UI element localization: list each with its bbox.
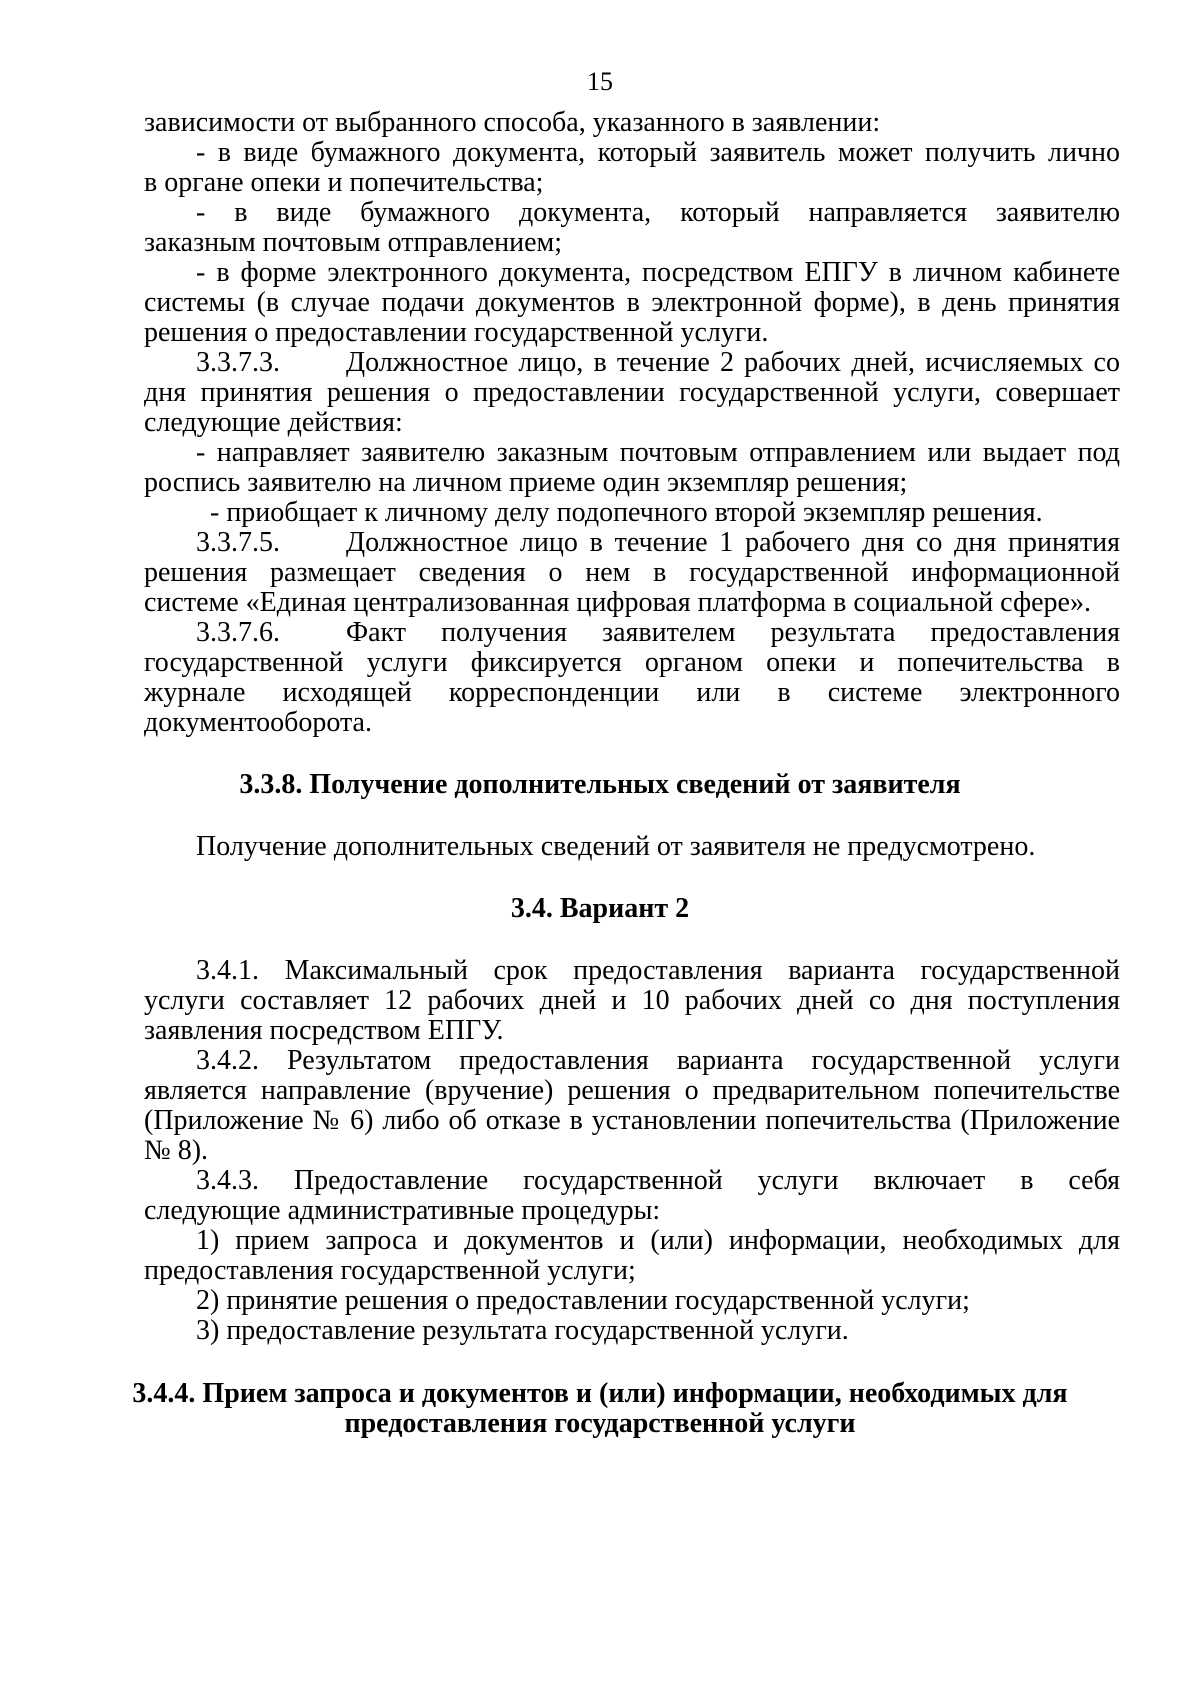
- section-heading: предоставления государственной услуги: [344, 1408, 856, 1439]
- text-line: системе «Единая централизованная цифровая платформа в социальной сфере».: [144, 587, 1091, 618]
- text-line: в органе опеки и попечительства;: [144, 167, 544, 198]
- text-line: следующие административные процедуры:: [144, 1195, 661, 1226]
- paragraph: Получение дополнительных сведений от заявителя не предусмотрено.: [196, 831, 1036, 862]
- text-line: журнале исходящей корреспонденции или в системе электронного: [144, 677, 1120, 708]
- paragraph-number: 3.3.7.5.: [196, 527, 280, 558]
- list-item: 3) предоставление результата государственной услуги.: [196, 1315, 849, 1346]
- text-line: является направление (вручение) решения о предварительном попечительстве: [144, 1075, 1120, 1106]
- text-line: роспись заявителю на личном приеме один экземпляр решения;: [144, 467, 908, 498]
- paragraph-text: Факт получения заявителем результата предоставления: [346, 617, 1120, 648]
- text-line: документооборота.: [144, 707, 372, 738]
- text-line: дня принятия решения о предоставлении государственной услуги, совершает: [144, 377, 1120, 408]
- numbered-paragraph: [196, 617, 1120, 649]
- numbered-paragraph: [196, 347, 1120, 379]
- list-item: - в форме электронного документа, посредством ЕПГУ в личном кабинете: [196, 257, 1120, 288]
- list-item: - направляет заявителю заказным почтовым отправлением или выдает под: [196, 437, 1120, 468]
- text-line: зависимости от выбранного способа, указанного в заявлении:: [144, 107, 881, 138]
- text-line: решения о предоставлении государственной услуги.: [144, 317, 769, 348]
- list-item: 1) прием запроса и документов и (или) информации, необходимых для: [196, 1225, 1120, 1256]
- list-item: - приобщает к личному делу подопечного второй экземпляр решения.: [210, 497, 1043, 528]
- text-line: (Приложение № 6) либо об отказе в установлении попечительства (Приложение: [144, 1105, 1120, 1136]
- text-line: № 8).: [144, 1135, 209, 1166]
- text-line: заявления посредством ЕПГУ.: [144, 1015, 504, 1046]
- section-heading: 3.4. Вариант 2: [510, 893, 690, 924]
- paragraph-text: Должностное лицо, в течение 2 рабочих дней, исчисляемых со: [346, 347, 1120, 378]
- paragraph-number: 3.3.7.3.: [196, 347, 280, 378]
- numbered-paragraph: [196, 527, 1120, 559]
- paragraph-first-line: 3.4.3. Предоставление государственной услуги включает в себя: [196, 1165, 1120, 1196]
- paragraph-first-line: 3.4.1. Максимальный срок предоставления варианта государственной: [196, 955, 1120, 986]
- list-item: - в виде бумажного документа, который заявитель может получить лично: [196, 137, 1120, 168]
- text-line: следующие действия:: [144, 407, 403, 438]
- text-line: услуги составляет 12 рабочих дней и 10 рабочих дней со дня поступления: [144, 985, 1120, 1016]
- paragraph-number: 3.3.7.6.: [196, 617, 280, 648]
- text-line: государственной услуги фиксируется органом опеки и попечительства в: [144, 647, 1120, 678]
- text-line: предоставления государственной услуги;: [144, 1255, 636, 1286]
- page-number: 15: [587, 67, 613, 96]
- section-heading: 3.3.8. Получение дополнительных сведений от заявителя: [239, 769, 961, 800]
- paragraph-first-line: 3.4.2. Результатом предоставления варианта государственной услуги: [196, 1045, 1120, 1076]
- list-item: 2) принятие решения о предоставлении государственной услуги;: [196, 1285, 970, 1316]
- text-line: заказным почтовым отправлением;: [144, 227, 563, 258]
- section-heading: 3.4.4. Прием запроса и документов и (или) информации, необходимых для: [132, 1378, 1068, 1409]
- text-line: системы (в случае подачи документов в электронной форме), в день принятия: [144, 287, 1120, 318]
- list-item: - в виде бумажного документа, который направляется заявителю: [196, 197, 1120, 228]
- paragraph-text: Должностное лицо в течение 1 рабочего дня со дня принятия: [346, 527, 1120, 558]
- text-line: решения размещает сведения о нем в государственной информационной: [144, 557, 1120, 588]
